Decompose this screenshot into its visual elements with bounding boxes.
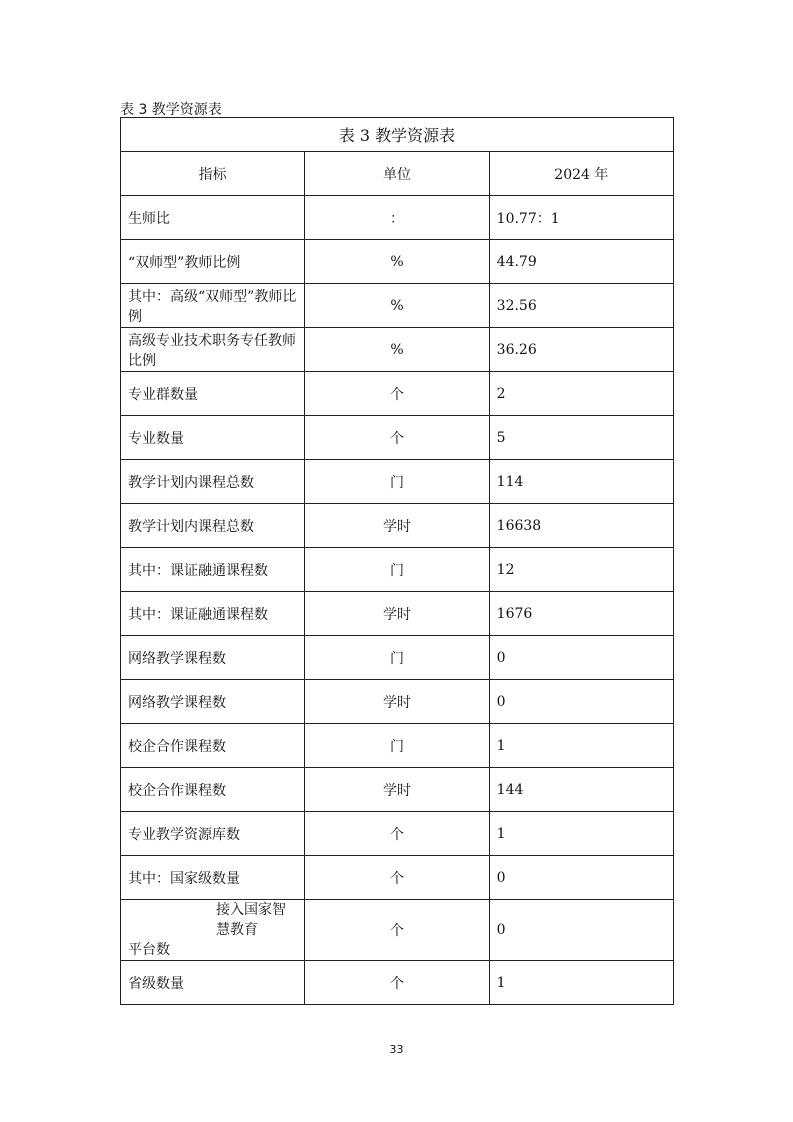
value-cell: 2: [489, 372, 673, 416]
unit-cell: 门: [305, 636, 489, 680]
indicator-cell: 高级专业技术职务专任教师比例: [121, 328, 305, 372]
value-cell: 1: [489, 724, 673, 768]
table-row: [121, 592, 674, 636]
table-title: 表 3 教学资源表: [121, 118, 674, 152]
page-number: 33: [389, 1043, 404, 1056]
table-row: [121, 328, 674, 372]
unit-cell: 学时: [305, 768, 489, 812]
value-cell: 144: [489, 768, 673, 812]
table-row: [121, 636, 674, 680]
table-row: [121, 284, 674, 328]
table-row: [121, 196, 674, 240]
unit-cell: %: [305, 240, 489, 284]
indicator-cell: 其中：课证融通课程数: [121, 592, 305, 636]
unit-cell: 学时: [305, 592, 489, 636]
value-cell: 0: [489, 900, 673, 961]
table-caption: 表 3 教学资源表: [120, 102, 222, 118]
value-cell: 44.79: [489, 240, 673, 284]
unit-cell: 门: [305, 548, 489, 592]
indicator-cell: 网络教学课程数: [121, 636, 305, 680]
indicator-cell: [121, 900, 305, 961]
header-year: 2024 年: [489, 152, 673, 196]
value-cell: 1: [489, 812, 673, 856]
header-indicator: 指标: [121, 152, 305, 196]
unit-cell: ：: [305, 196, 489, 240]
indicator-cell: 其中：国家级数量: [121, 856, 305, 900]
unit-cell: %: [305, 284, 489, 328]
indicator-cell: 校企合作课程数: [121, 768, 305, 812]
table-header-row: [121, 152, 674, 196]
indicator-cell: 其中：课证融通课程数: [121, 548, 305, 592]
value-cell: 36.26: [489, 328, 673, 372]
indicator-cell: 省级数量: [121, 961, 305, 1005]
table-row: [121, 812, 674, 856]
table-row: [121, 900, 674, 961]
indicator-cell: 其中：高级“双师型”教师比例: [121, 284, 305, 328]
table-row: [121, 680, 674, 724]
header-unit: 单位: [305, 152, 489, 196]
value-cell: 1676: [489, 592, 673, 636]
indicator-cell: 校企合作课程数: [121, 724, 305, 768]
table-row: [121, 961, 674, 1005]
value-cell: 0: [489, 636, 673, 680]
table-row: [121, 372, 674, 416]
unit-cell: 个: [305, 812, 489, 856]
unit-cell: 学时: [305, 680, 489, 724]
value-cell: 114: [489, 460, 673, 504]
unit-cell: 个: [305, 961, 489, 1005]
indicator-cell: 教学计划内课程总数: [121, 504, 305, 548]
indicator-cell: 专业教学资源库数: [121, 812, 305, 856]
unit-cell: 个: [305, 416, 489, 460]
unit-cell: %: [305, 328, 489, 372]
table-row: [121, 416, 674, 460]
indicator-cell: 专业数量: [121, 416, 305, 460]
table-row: [121, 504, 674, 548]
indicator-cell: 生师比: [121, 196, 305, 240]
value-cell: 1: [489, 961, 673, 1005]
table-row: [121, 856, 674, 900]
unit-cell: 个: [305, 856, 489, 900]
value-cell: 10.77：1: [489, 196, 673, 240]
indicator-cell: 专业群数量: [121, 372, 305, 416]
value-cell: 12: [489, 548, 673, 592]
table-row: [121, 240, 674, 284]
value-cell: 0: [489, 680, 673, 724]
unit-cell: 个: [305, 900, 489, 961]
table-row: [121, 768, 674, 812]
indicator-cell: 网络教学课程数: [121, 680, 305, 724]
value-cell: 32.56: [489, 284, 673, 328]
indicator-line-1: 接入国家智慧教育: [216, 902, 286, 938]
value-cell: 0: [489, 856, 673, 900]
unit-cell: 门: [305, 460, 489, 504]
indicator-line-2: 平台数: [128, 942, 170, 958]
table-title-row: [121, 118, 674, 152]
teaching-resources-table: [120, 117, 674, 1005]
table-row: [121, 460, 674, 504]
table-row: [121, 548, 674, 592]
unit-cell: 学时: [305, 504, 489, 548]
value-cell: 5: [489, 416, 673, 460]
table-row: [121, 724, 674, 768]
unit-cell: 个: [305, 372, 489, 416]
value-cell: 16638: [489, 504, 673, 548]
unit-cell: 门: [305, 724, 489, 768]
indicator-cell: “双师型”教师比例: [121, 240, 305, 284]
indicator-cell: 教学计划内课程总数: [121, 460, 305, 504]
